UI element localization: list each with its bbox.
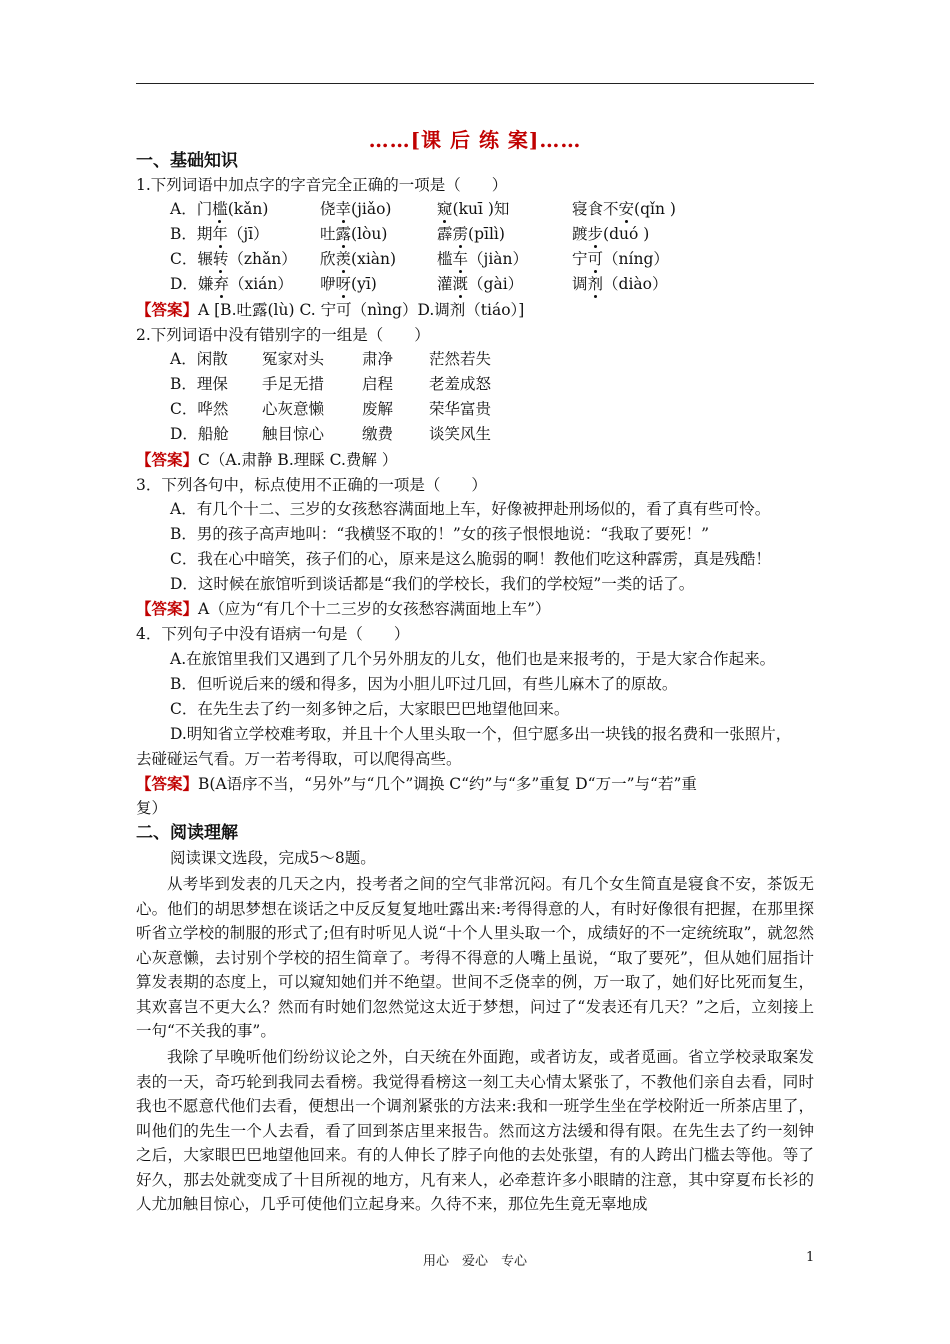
q2-b-3: 启程 [362,375,394,393]
q1-c-4: 宁可（níng） [572,250,669,268]
q1-stem [136,174,507,196]
q2-a-1: A．闲散 [170,350,228,368]
q2-a-3: 肃净 [362,350,394,368]
emphasis-char: 转 [212,250,229,268]
q3-option-d: D．这时候在旅馆听到谈话都是“我们的学校长，我们的学校短”一类的话了。 [170,575,695,593]
q2-stem: 2.下列词语中没有错别字的一组是（ ） [136,326,430,344]
emphasis-char: 安 [618,200,635,218]
q3-stem: 3．下列各句中，标点使用不正确的一项是（ ） [136,476,487,494]
q4-option-d: D.明知省立学校难考取，并且十个人里头取一个，但宁愿多出一块钱的报名费和一张照片， [170,725,792,743]
answer-tag: 【答案】 [136,599,199,618]
q1-d-4: 调剂（diào） [572,275,668,293]
page-number: 1 [806,1250,815,1265]
q2-answer-text: C（A.肃静 B.理睬 C.费解 ） [198,451,398,469]
q1-row-c [170,248,814,270]
q1-answer-text: A [B.吐露(lù) C. 宁可（nìng）D.调剂（tiáo）] [198,301,525,319]
emphasis-char: 呀 [335,275,352,293]
q1-a-4: 寝食不安(qǐn ) [572,200,676,218]
page-title: ……[课 后 练 案]…… [368,128,582,152]
q1-stem-text: 1.下列词语中加点字的字音完全正确的一项是（ ） [136,176,508,194]
emphasis-char: 槛 [212,200,228,218]
emphasis-char: 露 [335,225,352,243]
q4-answer-cont: 复） [136,799,168,817]
q2-row-d [170,423,814,445]
emphasis-char: 雳 [452,225,469,243]
emphasis-char: 剂 [587,275,604,293]
emphasis-char: 年 [212,225,228,243]
q4-option-c: C．在先生去了约一刻多钟之后，大家眼巴巴地望他回来。 [170,700,570,718]
q1-a-3: 窥(kuī )知 [437,200,510,218]
q1-b-1: B．期年（jī） [170,225,269,243]
q4-stem: 4．下列句子中没有语病一句是（ ） [136,625,410,643]
q2-d-2: 触目惊心 [262,425,325,443]
q2-row-a [170,348,814,370]
q1-d-3: 灌溉（gài） [437,275,524,293]
q1-row-b [170,223,814,245]
q2-c-2: 心灰意懒 [262,400,325,418]
q2-d-1: D．船舱 [170,425,229,443]
q1-row-d [170,273,814,295]
q3-option-c: C．我在心中暗笑，孩子们的心，原来是这么脆弱的啊！教他们吃这种霹雳，真是残酷！ [170,550,771,568]
q4-answer [136,773,697,795]
q3-option-a: A．有几个十二、三岁的女孩愁容满面地上车，好像被押赴刑场似的，看了真有些可怜。 [170,500,771,518]
q4-option-b: B．但听说后来的缓和得多，因为小胆儿吓过几回，有些儿麻木了的原故。 [170,675,678,693]
q4-option-a: A.在旅馆里我们又遇到了几个另外朋友的儿女，他们也是来报考的，于是大家合作起来。 [170,650,776,668]
q2-b-2: 手足无措 [262,375,325,393]
q1-b-3: 霹雳(pīlì) [437,225,505,243]
q4-answer-text: B(A语序不当，“另外”与“几个”调换 C“约”与“多”重复 D“万一”与“若”重 [198,775,697,793]
page-footer: 用心 爱心 专心 [422,1254,527,1269]
answer-tag: 【答案】 [136,450,199,469]
emphasis-char: 窥 [437,200,453,218]
q1-b-2: 吐露(lòu) [320,225,388,243]
q1-row-a [170,198,814,220]
q1-a-2: 侥幸(jiǎo) [320,200,392,218]
q1-b-4: 踱步(duó ) [572,225,650,243]
q2-a-2: 冤家对头 [262,350,325,368]
header-rule [136,83,814,84]
q2-c-1: C．哗然 [170,400,229,418]
q2-answer [136,449,397,471]
q2-c-3: 废解 [362,400,394,418]
q1-c-2: 欣羡(xiàn) [320,250,397,268]
emphasis-char: 幸 [335,200,352,218]
q1-c-1: C．辗转（zhǎn） [170,250,297,268]
q4-option-d-cont: 去碰碰运气看。万一若考得取，可以爬得高些。 [136,750,462,768]
section-heading-basics: 一、基础知识 [136,151,238,171]
q2-b-1: B．理保 [170,375,228,393]
emphasis-char: 车 [452,250,469,268]
emphasis-char: 羡 [335,250,352,268]
answer-tag: 【答案】 [136,774,199,793]
reading-paragraph-2: 我除了早晚听他们纷纷议论之外，白天统在外面跑，或者访友，或者觅画。省立学校录取案发表的一天，奇巧轮到我同去看榜。我觉得看榜这一刻工夫心情太紧张了，不教他们亲自去看，同时我也不愿意代他们去看，便想出一个调剂紧张的方法来:我和一班学生坐在学校附近一所茶店里了，叫他们的先生一个人去看，看了回到茶店里来报告。然而这方法缓和得有限。在先生去了约一刻钟之后，大家眼巴巴地望他回来。有的人伸长了脖子向他的去处张望，有的人跨出门槛去等他。等了好久，那去处就变成了十目所视的地方，凡有来人，必牵惹许多小眼睛的注意，其中穿夏布长衫的人尤加触目惊心，几乎可使他们立起身来。久待不来，那位先生竟无辜地成 [136,1048,814,1213]
section-heading-reading: 二、阅读理解 [136,823,238,843]
q2-d-3: 缴费 [362,425,394,443]
reading-intro: 阅读课文选段，完成5～8题。 [170,849,376,867]
q3-answer-text: A（应为“有几个十二三岁的女孩愁容满面地上车”） [198,600,551,618]
emphasis-char: 溉 [452,275,469,293]
q2-a-4: 茫然若失 [429,350,492,368]
reading-paragraph-1: 从考毕到发表的几天之内，投考者之间的空气非常沉闷。有几个女生简直是寝食不安，茶饭无心。他们的胡思梦想在谈话之中反反复复地吐露出来:考得得意的人，有时好像很有把握，在那里探听省立学校的制服的形式了;但有时听见人说“十个人里头取一个，成绩好的不一定统统取”，就忽然心灰意懒，去讨别个学校的招生简章了。考得不得意的人嘴上虽说，“取了要死”，但从她们屈指计算发表期的态度上，可以窥知她们并不绝望。世间不乏侥幸的例，万一取了，她们好比死而复生，其欢喜岂不更大么？然而有时她们忽然觉这太近于梦想，问过了“发表还有几天？”之后，立刻接上一句“不关我的事”。 [136,875,814,1040]
q1-answer [136,299,524,321]
q2-row-c [170,398,814,420]
q1-a-1: A．门槛(kǎn) [170,200,269,218]
answer-tag: 【答案】 [136,300,199,319]
q1-c-3: 槛车（jiàn） [437,250,529,268]
emphasis-char: 可 [587,250,604,268]
q3-answer [136,598,551,620]
q3-option-b: B．男的孩子高声地叫：“我横竖不取的！”女的孩子恨恨地说：“我取了要死！” [170,525,710,543]
q2-b-4: 老羞成怒 [429,375,492,393]
q1-d-1: D．嫌弃（xián） [170,275,293,293]
q2-row-b [170,373,814,395]
emphasis-char: 弃 [213,275,229,293]
emphasis-char: 步 [587,225,604,243]
q2-c-4: 荣华富贵 [429,400,492,418]
q1-d-2: 咿呀(yī) [320,275,377,293]
q2-d-4: 谈笑风生 [429,425,492,443]
